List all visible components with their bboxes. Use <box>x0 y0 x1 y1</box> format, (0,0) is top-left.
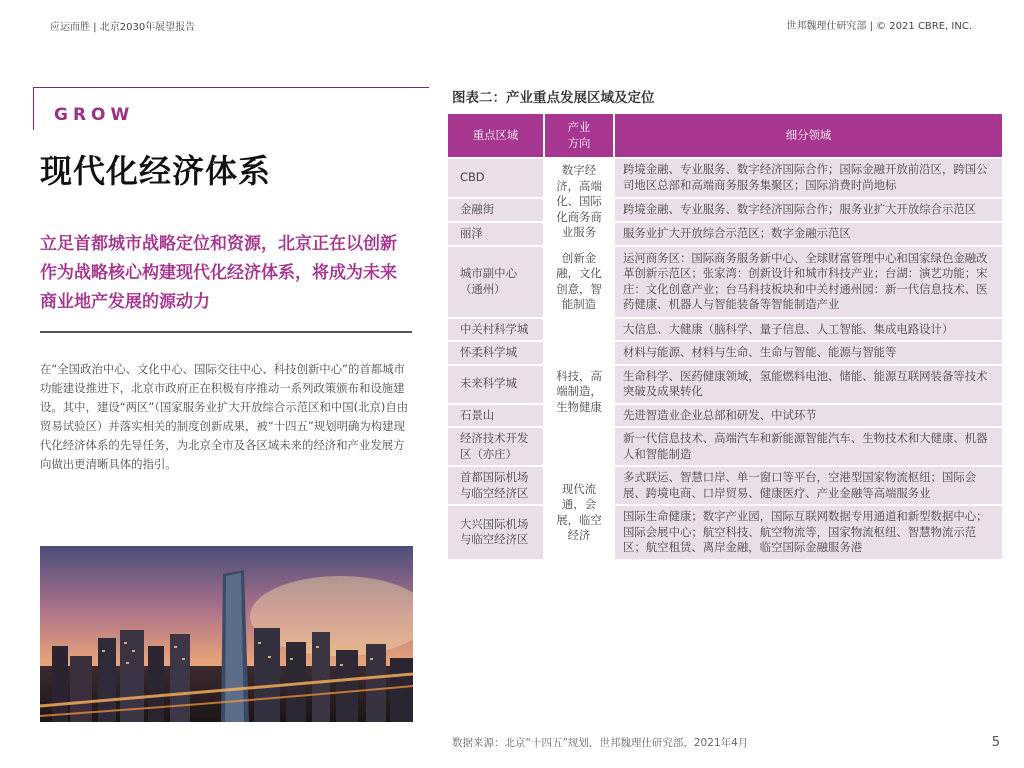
detail-cell: 多式联运、智慧口岸、单一窗口等平台，空港型国家物流枢纽；国际会展、跨境电商、口岸贸易、健康医疗、产业金融等高端服务业 <box>615 467 1002 504</box>
table-row <box>448 405 1002 427</box>
table-row <box>448 467 1002 504</box>
zone-cell: CBD <box>448 159 543 197</box>
table-row <box>448 319 1002 341</box>
header-direction: 产业 方向 <box>545 114 613 157</box>
table-row <box>448 199 1002 221</box>
detail-cell: 国际生命健康；数字产业园，国际互联网数据专用通道和新型数据中心；国际会展中心；航空科技、航空物流等，国家物流枢纽、智慧物流示范区；航空租赁、离岸金融，临空国际金融服务港 <box>615 506 1002 559</box>
detail-cell: 先进智造业企业总部和研发、中试环节 <box>615 405 1002 427</box>
zone-cell: 大兴国际机场与临空经济区 <box>448 506 543 559</box>
zone-cell: 丽泽 <box>448 223 543 245</box>
running-header-left: 应运而胜 | 北京2030年展望报告 <box>50 22 196 33</box>
zone-cell: 中关村科学城 <box>448 319 543 341</box>
table-row <box>448 247 1002 317</box>
page-number: 5 <box>991 735 1000 750</box>
header-detail: 细分领域 <box>615 114 1002 157</box>
direction-cell: 创新金融，文化创意，智能制造 <box>545 247 613 317</box>
direction-cell: 现代流通，会展，临空经济 <box>545 467 613 559</box>
direction-cell: 科技，高端制造，生物健康 <box>545 319 613 466</box>
table-row <box>448 223 1002 245</box>
section-rule-vertical <box>33 87 34 130</box>
zone-cell: 经济技术开发区（亦庄） <box>448 428 543 465</box>
detail-cell: 大信息、大健康（脑科学、量子信息、人工智能、集成电路设计） <box>615 319 1002 341</box>
page-title: 现代化经济体系 <box>40 152 272 190</box>
zone-cell: 城市副中心（通州） <box>448 247 543 317</box>
table-row <box>448 159 1002 197</box>
zone-cell: 怀柔科学城 <box>448 342 543 364</box>
detail-cell: 跨境金融、专业服务、数字经济国际合作；国际金融开放前沿区，跨国公司地区总部和高端商务服务集聚区；国际消费时尚地标 <box>615 159 1002 197</box>
zone-cell: 石景山 <box>448 405 543 427</box>
table-row <box>448 342 1002 364</box>
body-paragraph: 在“全国政治中心、文化中心、国际交往中心、科技创新中心”的首都城市功能建设推进下，北京市政府正在积极有序推动一系列政策颁布和设施建设。其中，建设“两区”（国家服务业扩大开放综合示范区和中国(北京)自由贸易试验区）并落实相关的制度创新成果，被“十四五”规划明确为构建现代化经济体系的先导任务，为北京全市及各区域未来的经济和产业发展方向做出更清晰具体的指引。 <box>40 362 409 471</box>
divider <box>40 331 412 333</box>
zone-cell: 金融街 <box>448 199 543 221</box>
figure-title: 图表二：产业重点发展区域及定位 <box>452 90 655 106</box>
detail-cell: 新一代信息技术、高端汽车和新能源智能汽车、生物技术和大健康、机器人和智能制造 <box>615 428 1002 465</box>
section-kicker: GROW <box>54 105 135 125</box>
detail-cell: 材料与能源、材料与生命、生命与智能、能源与智能等 <box>615 342 1002 364</box>
detail-cell: 生命科学、医药健康领域，氢能燃料电池、储能、能源互联网装备等技术突破及成果转化 <box>615 366 1002 403</box>
table-row <box>448 428 1002 465</box>
zone-cell: 首都国际机场与临空经济区 <box>448 467 543 504</box>
section-rule-horizontal <box>33 87 429 88</box>
detail-cell: 跨境金融、专业服务、数字经济国际合作；服务业扩大开放综合示范区 <box>615 199 1002 221</box>
lead-paragraph: 立足首都城市战略定位和资源，北京正在以创新作为战略核心构建现代化经济体系，将成为未来商业地产发展的源动力 <box>40 234 397 312</box>
zone-cell: 未来科学城 <box>448 366 543 403</box>
table-row <box>448 366 1002 403</box>
industry-zones-table <box>446 112 1004 561</box>
detail-cell: 运河商务区：国际商务服务新中心、全球财富管理中心和国家绿色金融改革创新示范区；张家湾：创新设计和城市科技产业；台湖：演艺功能；宋庄：文化创意产业；台马科技板块和中关村通州园：新一代信息技术、医药健康、机器人与智能装备等智能制造产业 <box>615 247 1002 317</box>
header-zone: 重点区域 <box>448 114 543 157</box>
running-header-right: 世邦魏理仕研究部 | © 2021 CBRE, INC. <box>786 21 972 32</box>
table-header-row <box>448 114 1002 157</box>
beijing-skyline-photo <box>40 546 413 722</box>
table-row <box>448 506 1002 559</box>
detail-cell: 服务业扩大开放综合示范区；数字金融示范区 <box>615 223 1002 245</box>
direction-cell: 数字经济，高端化、国际化商务商业服务 <box>545 159 613 245</box>
source-note: 数据来源：北京“十四五”规划，世邦魏理仕研究部，2021年4月 <box>452 737 749 749</box>
